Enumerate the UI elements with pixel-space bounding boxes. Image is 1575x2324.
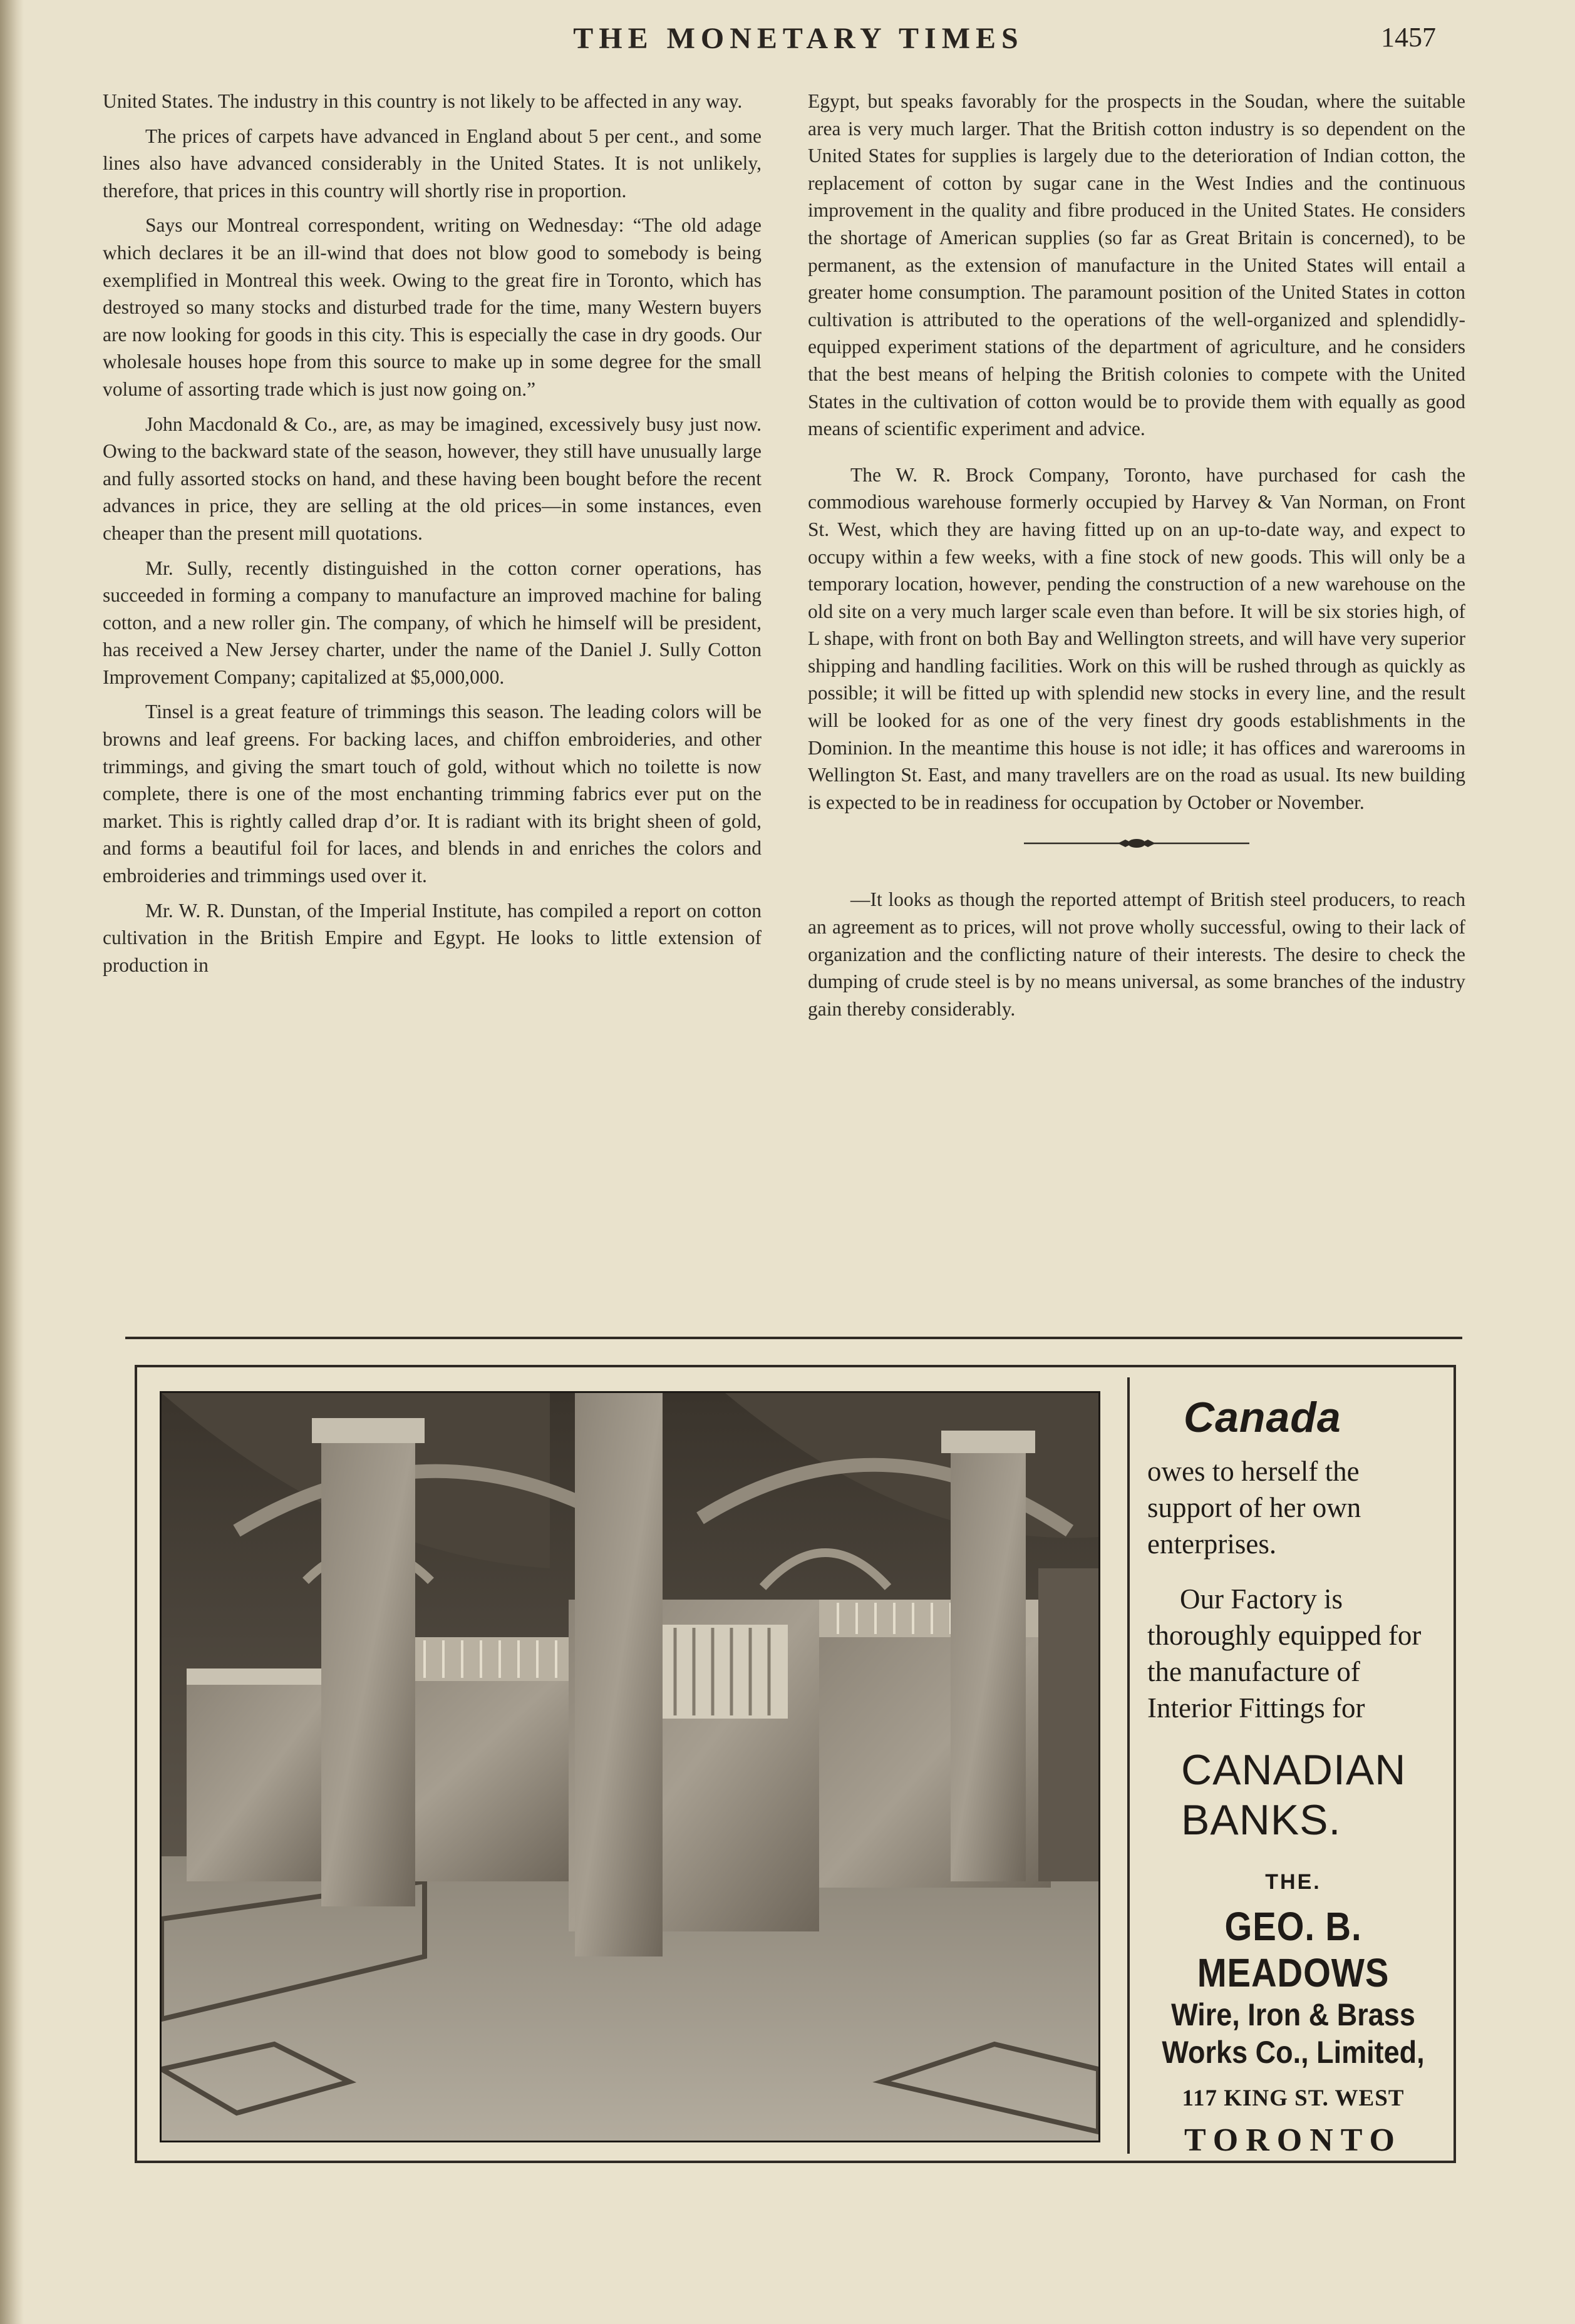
page-binding-shadow [0,0,24,2324]
page-header [0,21,1575,71]
paragraph-montreal: Says our Montreal correspondent, writing on Wednesday: “The old adage which declares it be an ill-wind that does not blow good to somebody is being exemplified in Montreal this week. Owing to the great fire in Toronto, which has destroyed so many stocks and disturbed trade for the time, many Western buyers are now looking for goods in this city. This is especially the case in dry goods. Our wholesale houses hope from this source to make up in some degree for the small volume of assorting trade which is just now going on.” [103,214,762,400]
paragraph-macdonald: John Macdonald & Co., are, as may be imagined, excessively busy just now. Owing to the backward state of the season, however, they still have unusually large and fully assorted stocks on hand, and these having been bought before the recent advances in price, they are selling at the old prices—in some instances, even cheaper than the present mill quotations. [103,413,762,544]
ornament-icon [1024,837,1249,850]
ad-address: 117 KING ST. WEST [1182,2085,1405,2111]
paragraph-steel: —It looks as though the reported attempt of British steel producers, to reach an agreement as to prices, will not prove wholly successful, owing to their lack of organization and the conflicting nature of their interests. The desire to check the dumping of crude steel is by no means universal, as some branches of the industry gain thereby considerably. [808,888,1465,1020]
ad-company-line-3: Works Co., Limited, [1162,2035,1425,2070]
ad-highlight-banks: CANADIAN BANKS. [1181,1746,1407,1844]
ad-text-factory: Our Factory is thoroughly equipped for the manufacture of Interior Fittings for [1147,1583,1422,1724]
paragraph-tinsel: Tinsel is a great feature of trimmings this season. The leading colors will be browns and leaf greens. For backing laces, and chiffon embroideries, and other trimmings, and giving the smart touch of gold, without which no toilette is now complete, there is one of the most enchanting trimming fabrics ever put on the market. This is rightly called drap d’or. It is radiant with its bright sheen of gold, and forms a beautiful foil for laces, and blends in and enriches the colors and embroideries and trimmings used over it. [103,701,762,887]
advertisement-top-rule [125,1337,1462,1339]
masthead-title: THE MONETARY TIMES [573,22,1024,55]
ad-the: THE. [1265,1870,1321,1894]
paragraph-industry: United States. The industry in this country is not likely to be affected in any way. [103,90,743,112]
bank-interior-photo [160,1391,1100,2142]
advertisement-divider [1127,1377,1130,2154]
page-number: 1457 [1381,22,1436,53]
ad-headline: Canada [1184,1394,1341,1441]
bank-interior-illustration [162,1393,1098,2141]
paragraph-egypt: Egypt, but speaks favorably for the prospects in the Soudan, where the suitable area is very much larger. That the British cotton industry is so dependent on the United States for supplies is largely due to the deterioration of Indian cotton, the replacement of cotton by sugar cane in the West Indies and the continuous improvement in the quality and fibre produced in the United States. He considers the shortage of American supplies (so far as Great Britain is concerned), to be permanent, as the extension of manufacture in the United States will entail a greater home consumption. The paramount position of the United States in cotton cultivation is attributed to the operations of the well-organized and splendidly-equipped experiment stations of the department of agriculture, and he considers that the best means of helping the British colonies to compete with the United States in the cultivation of cotton would be to provide them with equally as good means of scientific experiment and advice. [808,90,1465,440]
paragraph-carpets: The prices of carpets have advanced in England about 5 per cent., and some lines also have advanced considerably in the United States. It is not unlikely, therefore, that prices in this country will shortly rise in proportion. [103,125,762,202]
advertisement-copy [1140,1393,1447,2159]
paragraph-sully: Mr. Sully, recently distinguished in the cotton corner operations, has succeeded in forming a company to manufacture an improved machine for baling cotton, and a new roller gin. The company, of which he himself will be president, has received a New Jersey charter, under the name of the Daniel J. Sully Cotton Improvement Company; capitalized at $5,000,000. [103,557,762,688]
paragraph-brock: The W. R. Brock Company, Toronto, have purchased for cash the commodious warehouse formerly occupied by Harvey & Van Norman, on Front St. West, which they are having fitted up on an up-to-date way, and expect to occupy within a few weeks, with a fine stock of new goods. This will only be a temporary location, however, pending the construction of a new warehouse on the old site on a very much larger scale even than before. It will be six stories high, of L shape, with front on both Bay and Wellington streets, and will have very superior shipping and handling facilities. Work on this will be rushed through as quickly as possible; it will be fitted up with splendid new stocks in every line, and the result will be looked for as one of the very finest dry goods establishments in the Dominion. In the meantime this house is not idle; it has offices and warerooms in Wellington St. East, and many travellers are on the road as usual. Its new building is expected to be in readiness for occupation by October or November. [808,463,1465,813]
ad-company-line-2: Wire, Iron & Brass [1171,1997,1415,2032]
right-column [808,88,1465,1030]
paragraph-dunstan: Mr. W. R. Dunstan, of the Imperial Institute, has compiled a report on cotton cultivation in the British Empire and Egypt. He looks to little extension of production in [103,899,762,976]
ornamental-separator [808,837,1465,850]
left-column [103,88,762,986]
ad-city: TORONTO [1184,2122,1402,2158]
ad-company-name: GEO. B. MEADOWS [1197,1904,1390,1995]
ad-text-enterprises: owes to herself the support of her own enterprises. [1147,1456,1361,1560]
